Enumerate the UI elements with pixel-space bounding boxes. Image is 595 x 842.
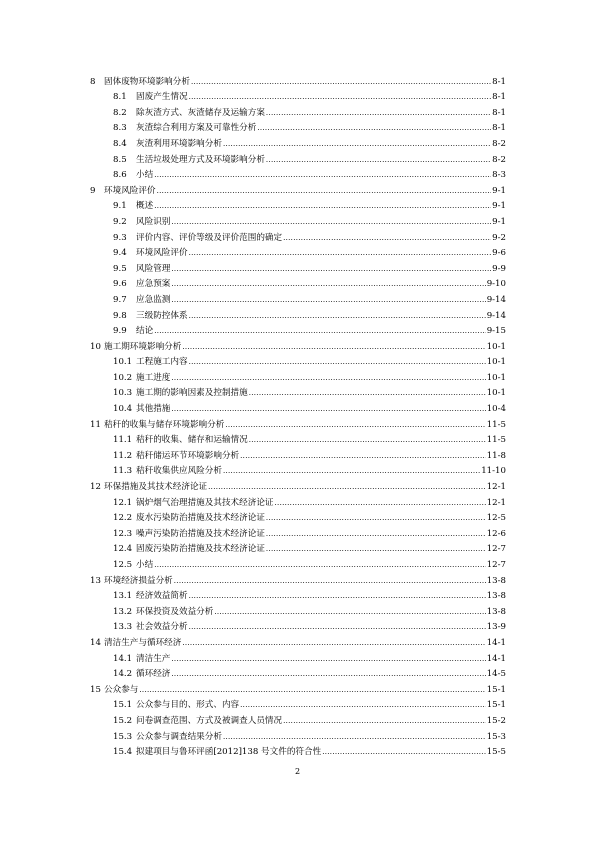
toc-entry-number: 8 bbox=[90, 76, 96, 87]
toc-entry-title: 秸秆的收集与储存环境影响分析 bbox=[104, 419, 225, 430]
toc-section-entry[interactable] bbox=[90, 383, 506, 399]
toc-entry-title: 固体废物环境影响分析 bbox=[104, 76, 190, 87]
toc-entry-number: 14 bbox=[90, 637, 101, 648]
toc-entry-number: 13 bbox=[90, 575, 101, 586]
toc-dot-leader bbox=[322, 747, 485, 757]
toc-entry-page: 12-7 bbox=[486, 544, 506, 555]
toc-section-entry[interactable] bbox=[90, 165, 506, 181]
toc-entry-page: 10-1 bbox=[486, 341, 506, 352]
toc-entry-title: 应急预案 bbox=[136, 279, 171, 290]
toc-dot-leader bbox=[275, 498, 486, 508]
toc-entry-title: 秸秆的收集、储存和运输情况 bbox=[136, 435, 248, 446]
toc-dot-leader bbox=[171, 404, 485, 414]
toc-dot-leader bbox=[171, 264, 491, 274]
toc-section-entry[interactable] bbox=[90, 586, 506, 602]
toc-entry-page: 8-1 bbox=[492, 123, 506, 134]
toc-entry-page: 10-4 bbox=[486, 404, 506, 415]
toc-entry-title: 噪声污染防治措施及技术经济论证 bbox=[136, 528, 265, 539]
toc-section-entry[interactable] bbox=[90, 258, 506, 274]
toc-entry-title: 社会效益分析 bbox=[136, 622, 188, 633]
toc-entry-number: 8.5 bbox=[113, 154, 127, 165]
toc-section-entry[interactable] bbox=[90, 445, 506, 461]
toc-chapter-entry[interactable] bbox=[90, 476, 506, 492]
toc-entry-number: 8.3 bbox=[113, 123, 127, 134]
toc-chapter-entry[interactable] bbox=[90, 632, 506, 648]
toc-entry-number: 13.2 bbox=[113, 606, 133, 617]
toc-dot-leader bbox=[189, 92, 492, 102]
toc-entry-title: 小结 bbox=[136, 560, 154, 570]
toc-section-entry[interactable] bbox=[90, 695, 506, 711]
toc-entry-title: 环境风险评价 bbox=[104, 185, 156, 196]
toc-entry-title: 环保投资及效益分析 bbox=[136, 606, 214, 617]
toc-entry-page: 12-6 bbox=[486, 528, 506, 539]
toc-entry-title: 锅炉烟气治理措施及其技术经济论证 bbox=[136, 497, 274, 508]
toc-entry-number: 15.3 bbox=[113, 731, 133, 742]
toc-section-entry[interactable] bbox=[90, 508, 506, 524]
toc-section-entry[interactable] bbox=[90, 352, 506, 368]
toc-entry-title: 固废产生情况 bbox=[136, 92, 188, 103]
toc-entry-page: 8-2 bbox=[492, 138, 506, 149]
toc-entry-number: 10.4 bbox=[113, 404, 133, 415]
toc-section-entry[interactable] bbox=[90, 196, 506, 212]
toc-section-entry[interactable] bbox=[90, 461, 506, 477]
table-of-contents bbox=[90, 71, 506, 757]
toc-entry-title: 固废污染防治措施及技术经济论证 bbox=[136, 544, 265, 555]
toc-entry-page: 12-5 bbox=[486, 513, 506, 524]
toc-entry-number: 12.4 bbox=[113, 544, 133, 555]
toc-chapter-entry[interactable] bbox=[90, 336, 506, 352]
toc-dot-leader bbox=[157, 186, 492, 196]
toc-entry-page: 8-1 bbox=[492, 76, 506, 87]
toc-chapter-entry[interactable] bbox=[90, 71, 506, 87]
toc-entry-number: 9.1 bbox=[113, 201, 127, 212]
toc-entry-number: 11.3 bbox=[113, 466, 133, 477]
toc-entry-number: 8.1 bbox=[113, 92, 127, 103]
toc-entry-page: 9-9 bbox=[492, 263, 506, 274]
toc-section-entry[interactable] bbox=[90, 726, 506, 742]
toc-entry-number: 9.2 bbox=[113, 216, 127, 227]
toc-section-entry[interactable] bbox=[90, 133, 506, 149]
toc-dot-leader bbox=[208, 482, 486, 492]
toc-dot-leader bbox=[223, 732, 486, 742]
toc-entry-title: 小结 bbox=[136, 170, 154, 181]
toc-entry-title: 除灰渣方式、灰渣储存及运输方案 bbox=[136, 107, 265, 118]
toc-entry-number: 10.2 bbox=[113, 372, 133, 383]
toc-entry-title: 工程施工内容 bbox=[136, 357, 188, 368]
toc-entry-number: 15.4 bbox=[113, 747, 133, 758]
toc-entry-number: 8.6 bbox=[113, 170, 127, 181]
toc-dot-leader bbox=[223, 139, 491, 149]
toc-dot-leader bbox=[171, 654, 485, 664]
toc-entry-title: 秸秆储运环节环境影响分析 bbox=[136, 450, 240, 461]
toc-entry-page: 13-9 bbox=[486, 622, 506, 633]
toc-dot-leader bbox=[154, 560, 485, 570]
toc-dot-leader bbox=[171, 217, 491, 227]
toc-dot-leader bbox=[283, 716, 486, 726]
toc-section-entry[interactable] bbox=[90, 601, 506, 617]
toc-section-entry[interactable] bbox=[90, 492, 506, 508]
toc-dot-leader bbox=[249, 388, 486, 398]
toc-entry-number: 10.1 bbox=[113, 357, 133, 368]
toc-entry-number: 9.7 bbox=[113, 294, 127, 305]
toc-entry-number: 10 bbox=[90, 341, 101, 352]
page-number: 2 bbox=[294, 767, 301, 776]
toc-entry-page: 11-5 bbox=[486, 435, 506, 446]
toc-entry-title: 问卷调查范围、方式及被调查人员情况 bbox=[136, 715, 283, 726]
toc-dot-leader bbox=[266, 529, 486, 539]
toc-dot-leader bbox=[266, 513, 486, 523]
toc-dot-leader bbox=[154, 201, 491, 211]
toc-entry-title: 三级防控体系 bbox=[136, 310, 188, 321]
toc-section-entry[interactable] bbox=[90, 617, 506, 633]
toc-entry-number: 11 bbox=[90, 419, 101, 430]
toc-dot-leader bbox=[225, 420, 485, 430]
toc-entry-title: 环保措施及其技术经济论证 bbox=[104, 482, 208, 493]
toc-entry-title: 清洁生产与循环经济 bbox=[104, 637, 182, 648]
toc-entry-title: 风险识别 bbox=[136, 216, 171, 227]
toc-entry-number: 9.8 bbox=[113, 310, 127, 321]
toc-entry-title: 拟建项目与鲁环评函[2012]138 号文件的符合性 bbox=[136, 747, 322, 758]
toc-entry-title: 清洁生产 bbox=[136, 653, 171, 664]
toc-entry-number: 9.3 bbox=[113, 232, 127, 243]
toc-entry-title: 结论 bbox=[136, 326, 154, 337]
toc-entry-page: 13-8 bbox=[486, 591, 506, 602]
toc-entry-page: 15-1 bbox=[486, 700, 506, 711]
toc-entry-number: 12.2 bbox=[113, 513, 133, 524]
toc-dot-leader bbox=[171, 295, 485, 305]
toc-entry-number: 10.3 bbox=[113, 388, 133, 399]
toc-section-entry[interactable] bbox=[90, 398, 506, 414]
toc-entry-number: 9.6 bbox=[113, 279, 127, 290]
toc-dot-leader bbox=[249, 435, 486, 445]
toc-section-entry[interactable] bbox=[90, 102, 506, 118]
toc-dot-leader bbox=[191, 77, 491, 87]
toc-entry-page: 13-8 bbox=[486, 606, 506, 617]
toc-entry-page: 12-1 bbox=[486, 482, 506, 493]
toc-chapter-entry[interactable] bbox=[90, 679, 506, 695]
toc-section-entry[interactable] bbox=[90, 274, 506, 290]
toc-entry-title: 循环经济 bbox=[136, 669, 171, 680]
toc-entry-title: 概述 bbox=[136, 201, 154, 212]
toc-entry-page: 9-6 bbox=[492, 248, 506, 259]
toc-dot-leader bbox=[154, 326, 485, 336]
toc-section-entry[interactable] bbox=[90, 430, 506, 446]
toc-entry-title: 环境风险评价 bbox=[136, 248, 188, 259]
toc-entry-number: 12.5 bbox=[113, 560, 133, 570]
toc-dot-leader bbox=[266, 155, 491, 165]
toc-entry-title: 施工期的影响因素及控制措施 bbox=[136, 388, 248, 399]
toc-entry-page: 9-1 bbox=[492, 201, 506, 212]
toc-entry-title: 灰渣利用环境影响分析 bbox=[136, 138, 222, 149]
toc-entry-title: 经济效益简析 bbox=[136, 591, 188, 602]
toc-section-entry[interactable] bbox=[90, 664, 506, 680]
toc-dot-leader bbox=[223, 466, 480, 476]
toc-dot-leader bbox=[283, 233, 491, 243]
toc-entry-number: 11.2 bbox=[113, 450, 133, 461]
toc-entry-page: 9-1 bbox=[492, 185, 506, 196]
toc-entry-number: 12.3 bbox=[113, 528, 133, 539]
toc-dot-leader bbox=[171, 279, 485, 289]
toc-dot-leader bbox=[171, 669, 485, 679]
toc-dot-leader bbox=[182, 342, 485, 352]
toc-entry-page: 10-1 bbox=[486, 357, 506, 368]
toc-entry-number: 9.9 bbox=[113, 326, 127, 337]
toc-entry-number: 14.2 bbox=[113, 669, 133, 680]
toc-entry-title: 风险管理 bbox=[136, 263, 171, 274]
toc-entry-page: 13-8 bbox=[486, 575, 506, 586]
toc-dot-leader bbox=[174, 576, 486, 586]
toc-entry-page: 15-2 bbox=[486, 715, 506, 726]
toc-dot-leader bbox=[240, 451, 486, 461]
toc-entry-number: 13.1 bbox=[113, 591, 133, 602]
toc-entry-title: 评价内容、评价等级及评价范围的确定 bbox=[136, 232, 283, 243]
toc-entry-number: 14.1 bbox=[113, 653, 133, 664]
toc-dot-leader bbox=[189, 311, 486, 321]
toc-dot-leader bbox=[171, 373, 485, 383]
toc-entry-number: 11.1 bbox=[113, 435, 133, 446]
toc-entry-page: 12-7 bbox=[486, 560, 506, 570]
toc-entry-title: 应急监测 bbox=[136, 294, 171, 305]
toc-section-entry[interactable] bbox=[90, 227, 506, 243]
toc-entry-number: 15 bbox=[90, 684, 101, 695]
toc-chapter-entry[interactable] bbox=[90, 180, 506, 196]
toc-entry-page: 11-10 bbox=[481, 466, 506, 477]
toc-entry-number: 8.4 bbox=[113, 138, 127, 149]
toc-dot-leader bbox=[189, 591, 486, 601]
toc-section-entry[interactable] bbox=[90, 648, 506, 664]
toc-entry-page: 15-5 bbox=[486, 747, 506, 758]
toc-section-entry[interactable] bbox=[90, 118, 506, 134]
toc-entry-number: 9.5 bbox=[113, 263, 127, 274]
toc-dot-leader bbox=[266, 544, 486, 554]
toc-entry-page: 11-8 bbox=[486, 450, 506, 461]
toc-entry-number: 12.1 bbox=[113, 497, 133, 508]
toc-entry-page: 14-5 bbox=[486, 669, 506, 680]
toc-section-entry[interactable] bbox=[90, 367, 506, 383]
toc-entry-page: 14-1 bbox=[486, 653, 506, 664]
toc-entry-page: 9-14 bbox=[486, 294, 506, 305]
toc-entry-page: 12-1 bbox=[486, 497, 506, 508]
toc-dot-leader bbox=[154, 170, 491, 180]
toc-entry-title: 其他措施 bbox=[136, 404, 171, 415]
toc-dot-leader bbox=[214, 607, 485, 617]
toc-entry-page: 14-1 bbox=[486, 637, 506, 648]
toc-entry-title: 公众参与调查结果分析 bbox=[136, 731, 222, 742]
toc-section-entry[interactable] bbox=[90, 554, 506, 570]
toc-entry-title: 灰渣综合利用方案及可靠性分析 bbox=[136, 123, 257, 134]
toc-dot-leader bbox=[189, 248, 492, 258]
toc-entry-page: 10-1 bbox=[486, 388, 506, 399]
toc-entry-page: 9-1 bbox=[492, 216, 506, 227]
toc-entry-title: 公众参与目的、形式、内容 bbox=[136, 700, 240, 711]
toc-entry-page: 15-1 bbox=[486, 684, 506, 695]
toc-dot-leader bbox=[240, 700, 486, 710]
toc-section-entry[interactable] bbox=[90, 321, 506, 337]
toc-entry-page: 8-1 bbox=[492, 107, 506, 118]
toc-dot-leader bbox=[189, 357, 486, 367]
toc-entry-page: 15-3 bbox=[486, 731, 506, 742]
toc-section-entry[interactable] bbox=[90, 539, 506, 555]
toc-entry-title: 施工进度 bbox=[136, 372, 171, 383]
toc-dot-leader bbox=[139, 685, 485, 695]
toc-dot-leader bbox=[189, 622, 486, 632]
toc-dot-leader bbox=[266, 108, 491, 118]
toc-entry-title: 生活垃圾处理方式及环境影响分析 bbox=[136, 154, 265, 165]
toc-dot-leader bbox=[257, 123, 491, 133]
toc-entry-title: 秸秆收集供应风险分析 bbox=[136, 466, 222, 477]
toc-section-entry[interactable] bbox=[90, 289, 506, 305]
toc-entry-number: 15.1 bbox=[113, 700, 133, 711]
toc-section-entry[interactable] bbox=[90, 742, 506, 758]
toc-entry-title: 环境经济损益分析 bbox=[104, 575, 173, 586]
toc-entry-page: 10-1 bbox=[486, 372, 506, 383]
toc-dot-leader bbox=[182, 638, 485, 648]
toc-section-entry[interactable] bbox=[90, 710, 506, 726]
toc-section-entry[interactable] bbox=[90, 243, 506, 259]
toc-entry-title: 废水污染防治措施及技术经济论证 bbox=[136, 513, 265, 524]
toc-entry-number: 12 bbox=[90, 482, 101, 493]
toc-entry-page: 8-2 bbox=[492, 154, 506, 165]
toc-section-entry[interactable] bbox=[90, 149, 506, 165]
toc-entry-number: 9 bbox=[90, 185, 96, 196]
toc-entry-title: 公众参与 bbox=[104, 684, 139, 695]
toc-entry-page: 8-3 bbox=[492, 170, 506, 181]
toc-section-entry[interactable] bbox=[90, 87, 506, 103]
toc-entry-number: 13.3 bbox=[113, 622, 133, 633]
toc-section-entry[interactable] bbox=[90, 211, 506, 227]
toc-chapter-entry[interactable] bbox=[90, 414, 506, 430]
toc-section-entry[interactable] bbox=[90, 305, 506, 321]
toc-entry-number: 9.4 bbox=[113, 248, 127, 259]
toc-entry-page: 9-10 bbox=[486, 279, 506, 290]
toc-entry-number: 15.2 bbox=[113, 715, 133, 726]
toc-entry-page: 9-15 bbox=[486, 326, 506, 337]
toc-entry-number: 8.2 bbox=[113, 107, 127, 118]
toc-entry-page: 8-1 bbox=[492, 92, 506, 103]
toc-entry-page: 9-2 bbox=[492, 232, 506, 243]
toc-entry-page: 9-14 bbox=[486, 310, 506, 321]
toc-entry-title: 施工期环境影响分析 bbox=[104, 341, 182, 352]
toc-entry-page: 11-5 bbox=[486, 419, 506, 430]
toc-chapter-entry[interactable] bbox=[90, 570, 506, 586]
toc-section-entry[interactable] bbox=[90, 523, 506, 539]
